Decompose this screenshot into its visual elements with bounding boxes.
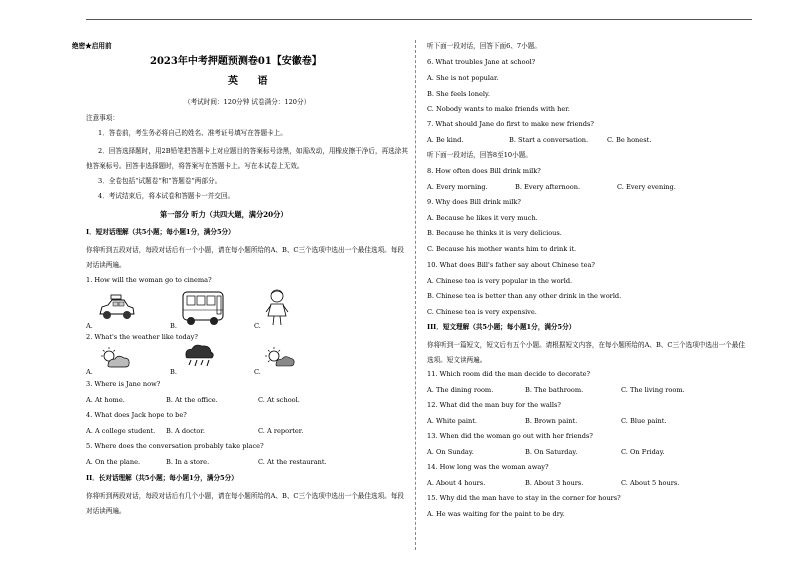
question-10: 10. What does Bill's father say about Chinese tea?	[427, 261, 595, 269]
sec3-instructions: 你将听到一篇短文，短文后有五个小题。请根据短文内容，在每小题所给的A、B、C三个选项中选出一个最佳选项。短文读两遍。	[427, 341, 745, 364]
walking-girl-icon	[262, 288, 292, 328]
sun-cloud-icon	[98, 346, 132, 370]
q14-option-b: B. About 3 hours.	[525, 479, 584, 487]
listen-note-1: 听下面一段对话，回答下面6、7小题。	[427, 42, 541, 50]
top-rule	[86, 19, 752, 20]
q12-option-b: B. Brown paint.	[525, 417, 578, 425]
sec1-instructions: 你将听到五段对话，每段对话后有一个小题，请在每小题所给的A、B、C三个选项中选出一个最佳选项。每段对话读两遍。	[86, 246, 404, 269]
q13-option-b: B. On Saturday.	[525, 448, 578, 456]
sec2-heading: II．长对话理解（共5小题；每小题1分，满分5分）	[86, 474, 238, 482]
q1-option-a: A.	[86, 322, 93, 330]
question-6: 6. What troubles Jane at school?	[427, 58, 536, 66]
q13-option-a: A. On Sunday.	[427, 448, 474, 456]
q14-option-c: C. About 5 hours.	[621, 479, 680, 487]
q6-option-b: B. She feels lonely.	[427, 90, 490, 98]
question-7: 7. What should Jane do first to make new friends?	[427, 120, 594, 128]
notice-4: 4．考试结束后，将本试卷和答题卡一并交回。	[98, 192, 235, 200]
q9-option-b: B. Because he thinks it is very delicious.	[427, 229, 562, 237]
q8-option-c: C. Every evening.	[617, 183, 676, 191]
q7-option-c: C. Be honest.	[607, 136, 652, 144]
question-13: 13. When did the woman go out with her friends?	[427, 432, 593, 440]
sec2-instructions: 你将听到两段对话，每段对话后有几个小题，请在每小题所给的A、B、C三个选项中选出一个最佳选项。每段对话读两遍。	[86, 492, 404, 515]
question-2: 2. What's the weather like today?	[86, 333, 198, 341]
notice-1: 1．答卷前，考生务必将自己的姓名、准考证号填写在答题卡上。	[98, 129, 287, 137]
exam-title: 2023年中考押题预测卷01【安徽卷】	[150, 56, 322, 67]
notice-3: 3．全卷包括“试题卷”和“答题卷”两部分。	[98, 177, 222, 185]
q2-option-b: B.	[170, 368, 177, 376]
sun-behind-cloud-icon	[262, 346, 296, 370]
q9-option-c: C. Because his mother wants him to drink it.	[427, 245, 577, 253]
subject-title: 英 语	[228, 76, 276, 87]
q8-option-a: A. Every morning.	[427, 183, 488, 191]
question-14: 14. How long was the woman away?	[427, 463, 549, 471]
q1-option-b: B.	[170, 322, 177, 330]
q9-option-a: A. Because he likes it very much.	[427, 214, 538, 222]
q4-option-a: A. A college student.	[86, 427, 156, 435]
question-15: 15. Why did the man have to stay in the corner for hours?	[427, 494, 621, 502]
q12-option-a: A. White paint.	[427, 417, 477, 425]
q11-option-a: A. The dining room.	[427, 386, 494, 394]
q14-option-a: A. About 4 hours.	[427, 479, 486, 487]
q3-option-b: B. At the office.	[166, 396, 218, 404]
q10-option-b: B. Chinese tea is better than any other drink in the world.	[427, 292, 622, 300]
bus-icon	[180, 288, 226, 328]
q1-option-c: C.	[254, 322, 261, 330]
question-3: 3. Where is Jane now?	[86, 380, 161, 388]
question-11: 11. Which room did the man decide to decorate?	[427, 370, 591, 378]
notice-heading: 注意事项：	[86, 114, 119, 122]
q3-option-a: A. At home.	[86, 396, 125, 404]
q6-option-c: C. Nobody wants to make friends with her.	[427, 105, 570, 113]
column-divider	[415, 40, 416, 550]
q3-option-c: C. At school.	[258, 396, 300, 404]
q8-option-b: B. Every afternoon.	[515, 183, 581, 191]
part1-heading: 第一部分 听力（共四大题，满分20分）	[160, 210, 288, 219]
sec1-heading: I．短对话理解（共5小题；每小题1分，满分5分）	[86, 228, 235, 236]
q2-option-c: C.	[254, 368, 261, 376]
rain-cloud-icon	[182, 342, 216, 370]
listen-note-2: 听下面一段对话，回答8至10小题。	[427, 151, 532, 159]
q4-option-b: B. A doctor.	[166, 427, 205, 435]
q5-option-c: C. At the restaurant.	[258, 458, 327, 466]
question-8: 8. How often does Bill drink milk?	[427, 167, 541, 175]
exam-info: （考试时间：120分钟 试卷满分：120分）	[184, 98, 311, 106]
q11-option-b: B. The bathroom.	[525, 386, 584, 394]
secret-label: 绝密★启用前	[72, 42, 112, 50]
q7-option-b: B. Start a conversation.	[509, 136, 589, 144]
sec3-heading: III．短文理解（共5小题；每小题1分，满分5分）	[427, 323, 576, 331]
q10-option-c: C. Chinese tea is very expensive.	[427, 308, 537, 316]
q10-option-a: A. Chinese tea is very popular in the world.	[427, 277, 573, 285]
q5-option-b: B. In a store.	[166, 458, 210, 466]
question-1: 1. How will the woman go to cinema?	[86, 276, 212, 284]
question-9: 9. Why does Bill drink milk?	[427, 198, 521, 206]
q12-option-c: C. Blue paint.	[621, 417, 667, 425]
q5-option-a: A. On the plane.	[86, 458, 141, 466]
question-4: 4. What does Jack hope to be?	[86, 411, 187, 419]
q13-option-c: C. On Friday.	[621, 448, 665, 456]
q6-option-a: A. She is not popular.	[427, 74, 499, 82]
notice-2: 2．回答选择题时，用2B铅笔把答题卡上对应题目的答案标号涂黑，如需改动，用橡皮擦干净后，再选涂其他答案标号。回答非选择题时，将答案写在答题卡上。写在本试卷上无效。	[86, 147, 408, 170]
q11-option-c: C. The living room.	[621, 386, 685, 394]
question-12: 12. What did the man buy for the walls?	[427, 401, 561, 409]
taxi-icon	[98, 292, 136, 324]
q4-option-c: C. A reporter.	[258, 427, 304, 435]
q2-option-a: A.	[86, 368, 93, 376]
q15-option-a: A. He was waiting for the paint to be dry.	[427, 510, 565, 518]
question-5: 5. Where does the conversation probably take place?	[86, 442, 264, 450]
q7-option-a: A. Be kind.	[427, 136, 464, 144]
